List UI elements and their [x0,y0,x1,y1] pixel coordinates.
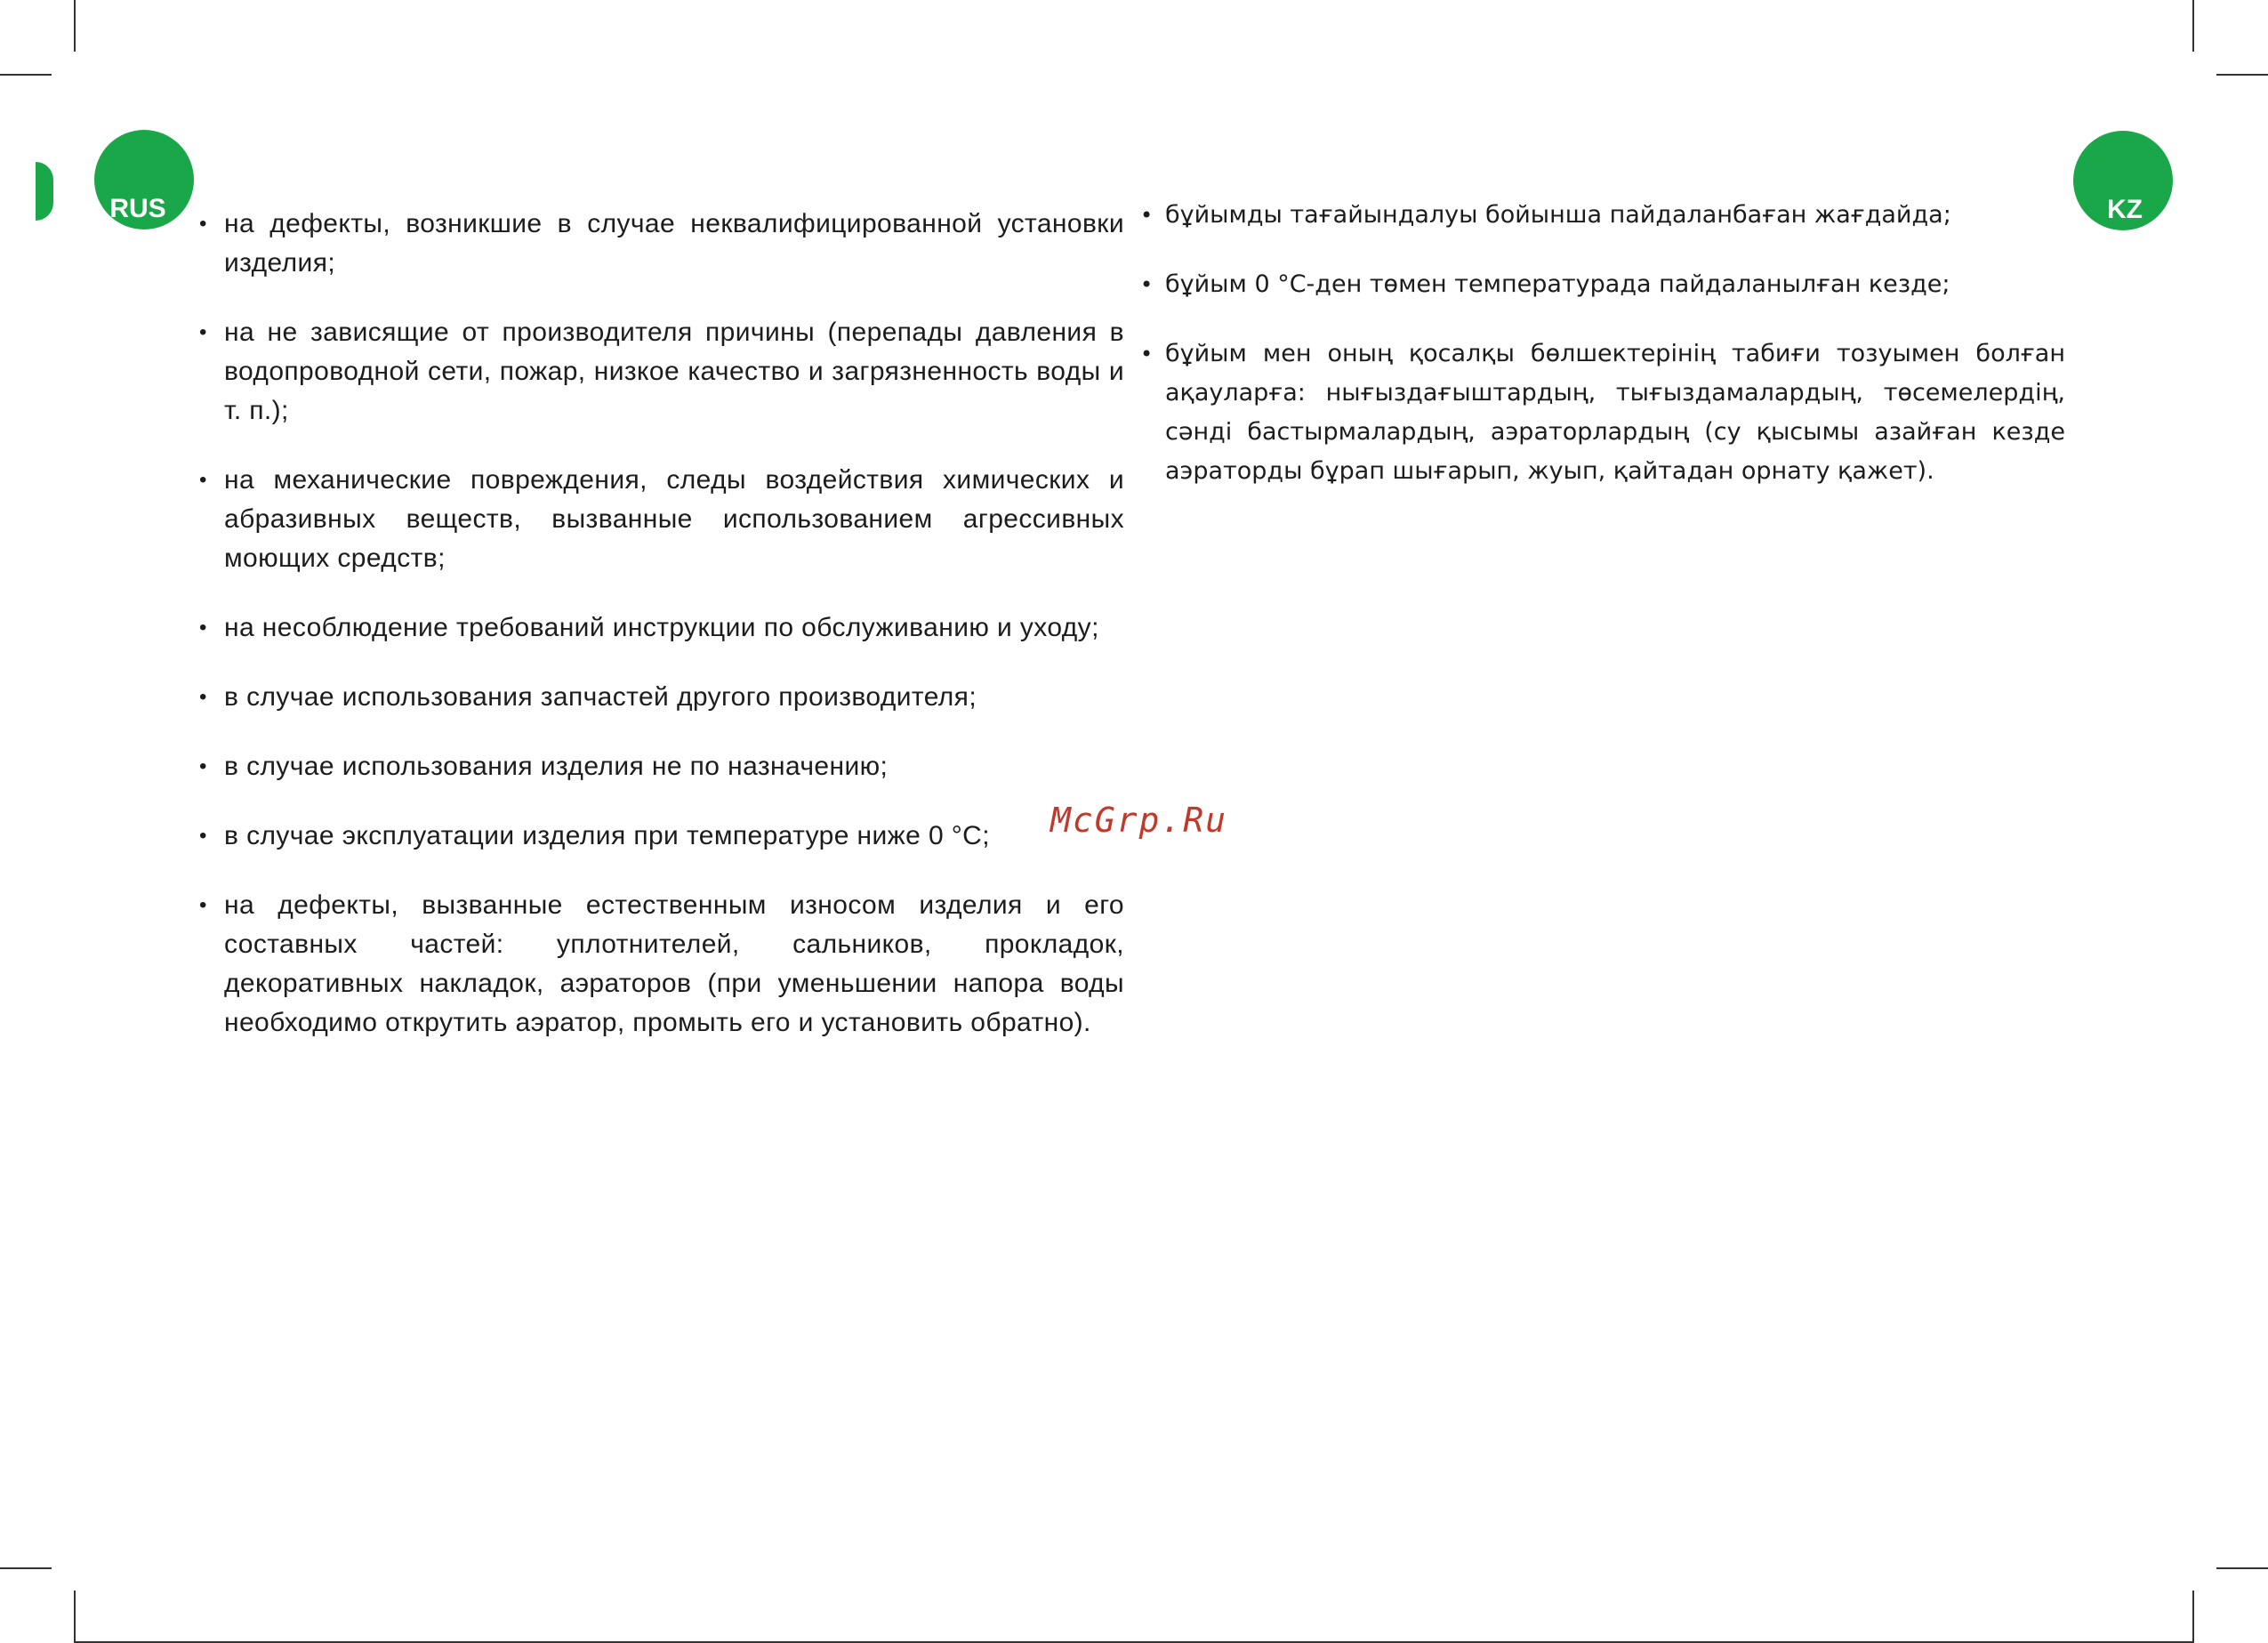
kz-list-item: • бұйымды тағайындалуы бойынша пайдаланбаған жағдайда; [1140,196,2065,235]
language-badge-rus [94,130,194,230]
kz-list-item: • бұйым мен оның қосалқы бөлшектерінің табиғи тозуымен болған ақауларға: нығыздағыштардың, тығыздамалардың, төсемелердің, сәнді бастырмалардың, аэраторлардың (су қысымы азайған кезде аэраторды бұрап шығарып, жуып, қайтадан орнату қажет). [1140,334,2065,491]
watermark: McGrp.Ru [1050,801,1228,840]
rus-column [199,205,1124,1073]
crop-mark-bottom-right-h [2216,1567,2268,1569]
rus-list-item: • на дефекты, вызванные естественным износом изделия и его составных частей: уплотнителей, сальников, прокладок, декоративных накладок, аэраторов (при уменьшении напора воды необходимо открутить аэратор, промыть его и установить обратно). [199,886,1124,1043]
language-badge-rus-label: RUS [109,194,166,223]
rus-list-item: • на дефекты, возникшие в случае неквалифицированной установки изделия; [199,205,1124,283]
kz-column [1140,196,2065,521]
rus-list-item: • в случае эксплуатации изделия при температуре ниже 0 °С; [199,817,1124,856]
crop-mark-top-right [2192,0,2194,52]
rus-list-item: • в случае использования запчастей другого производителя; [199,678,1124,717]
rus-list-item: • на не зависящие от производителя причины (перепады давления в водопроводной сети, пожар, низкое качество и загрязненность воды и т. п.); [199,313,1124,431]
crop-mark-top-left [74,0,76,52]
rus-list-item: • на несоблюдение требований инструкции по обслуживанию и уходу; [199,608,1124,648]
crop-mark-bottom-right [2192,1591,2194,1643]
crop-mark-bottom-left [74,1591,76,1643]
kz-list-item: • бұйым 0 °C-ден төмен температурада пайдаланылған кезде; [1140,265,2065,304]
language-badge-kz [2073,131,2173,230]
rus-list-item: • на механические повреждения, следы воздействия химических и абразивных веществ, вызванные использованием агрессивных моющих средств; [199,461,1124,578]
crop-mark-top-left-h [0,74,52,76]
page-edge-tab [36,162,53,221]
language-badge-kz-label: KZ [2107,195,2143,224]
rus-list-item: • в случае использования изделия не по назначению; [199,747,1124,786]
crop-mark-top-right-h [2216,74,2268,76]
crop-mark-bottom-left-h [0,1567,52,1569]
